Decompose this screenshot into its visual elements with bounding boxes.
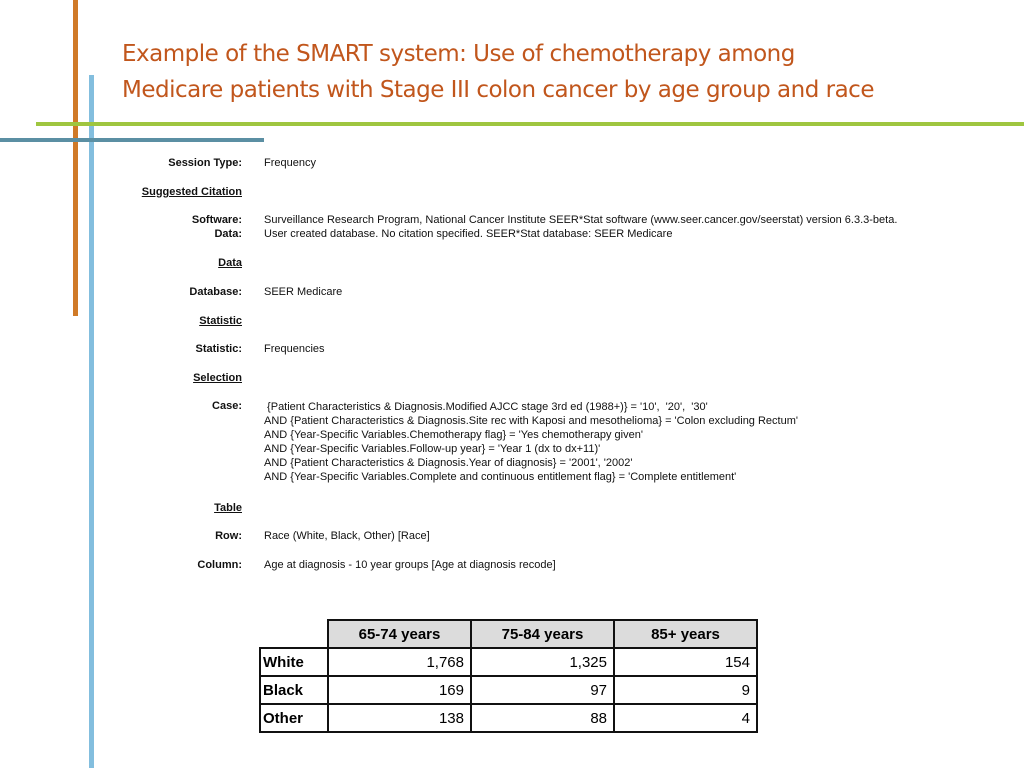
table-cell: 169 — [328, 676, 471, 704]
table-heading: Table — [214, 502, 242, 514]
table-cell: 9 — [614, 676, 757, 704]
column-value: Age at diagnosis - 10 year groups [Age at diagnosis recode] — [264, 559, 556, 571]
software-label: Software: — [191, 214, 242, 226]
row-label: Row: — [215, 530, 242, 542]
case-line: AND {Year-Specific Variables.Complete and continuous entitlement flag} = 'Complete entitlement' — [264, 471, 737, 483]
database-label: Database: — [189, 286, 242, 298]
session-type-label: Session Type: — [168, 157, 242, 169]
data-value: User created database. No citation specified. SEER*Stat database: SEER Medicare — [264, 228, 673, 240]
teal-horizontal-rule — [0, 138, 264, 142]
case-line: AND {Patient Characteristics & Diagnosis.Site rec with Kaposi and mesothelioma} = 'Colon excluding Rectum' — [264, 415, 798, 427]
table-row — [260, 648, 757, 676]
column-header: 75-84 years — [471, 620, 614, 648]
slide-title-line-1: Example of the SMART system: Use of chemotherapy among — [122, 41, 795, 67]
selection-heading: Selection — [193, 372, 242, 384]
table-row — [260, 704, 757, 732]
table-cell: 138 — [328, 704, 471, 732]
table-corner-cell — [260, 620, 328, 648]
statistic-heading: Statistic — [199, 315, 242, 327]
table-header-row — [260, 620, 757, 648]
table-cell: 1,768 — [328, 648, 471, 676]
row-header: White — [260, 648, 328, 676]
table-cell: 88 — [471, 704, 614, 732]
suggested-citation-heading: Suggested Citation — [141, 186, 242, 198]
case-line: {Patient Characteristics & Diagnosis.Modified AJCC stage 3rd ed (1988+)} = '10', '20', '30' — [264, 401, 708, 413]
case-line: AND {Year-Specific Variables.Chemotherapy flag} = 'Yes chemotherapy given' — [264, 429, 643, 441]
slide-title — [122, 36, 1012, 108]
database-value: SEER Medicare — [264, 286, 343, 298]
row-value: Race (White, Black, Other) [Race] — [264, 530, 430, 542]
case-label: Case: — [212, 400, 242, 412]
statistic-label: Statistic: — [195, 343, 242, 355]
column-header: 85+ years — [614, 620, 757, 648]
row-header: Other — [260, 704, 328, 732]
data-heading: Data — [218, 257, 242, 269]
frequency-table-container — [259, 619, 758, 733]
software-value: Surveillance Research Program, National Cancer Institute SEER*Stat software (www.seer.cancer.gov/seerstat) version 6.3.3-beta. — [264, 214, 898, 226]
column-label: Column: — [197, 559, 242, 571]
table-cell: 97 — [471, 676, 614, 704]
table-cell: 4 — [614, 704, 757, 732]
slide-title-line-2: Medicare patients with Stage III colon cancer by age group and race — [122, 77, 874, 103]
statistic-value: Frequencies — [264, 343, 325, 355]
table-row — [260, 676, 757, 704]
green-horizontal-rule — [36, 122, 1024, 126]
case-criteria — [264, 400, 798, 484]
session-type-value: Frequency — [264, 157, 316, 169]
table-cell: 154 — [614, 648, 757, 676]
table-cell: 1,325 — [471, 648, 614, 676]
case-line: AND {Patient Characteristics & Diagnosis.Year of diagnosis} = '2001', '2002' — [264, 457, 633, 469]
blue-vertical-rule — [89, 75, 94, 768]
case-line: AND {Year-Specific Variables.Follow-up year} = 'Year 1 (dx to dx+11)' — [264, 443, 601, 455]
orange-vertical-rule — [73, 0, 78, 316]
frequency-table — [259, 619, 758, 733]
data-label: Data: — [214, 228, 242, 240]
column-header: 65-74 years — [328, 620, 471, 648]
row-header: Black — [260, 676, 328, 704]
